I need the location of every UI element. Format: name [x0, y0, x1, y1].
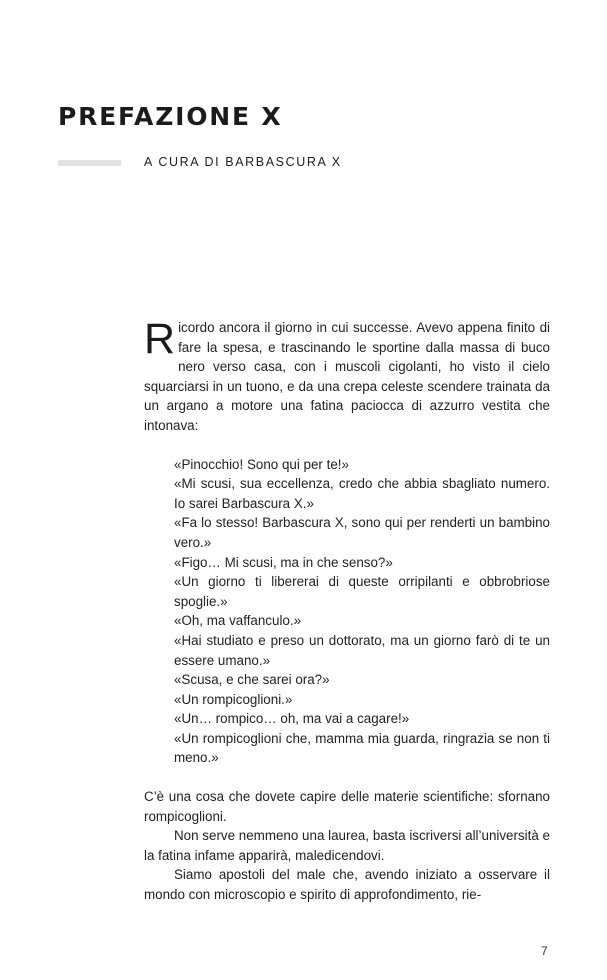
- body-text: [144, 315, 550, 905]
- dialogue-line: «Figo… Mi scusi, ma in che senso?»: [174, 554, 393, 570]
- closing-paragraph: Non serve nemmeno una laurea, basta iscriversi all’università e la fatina infame apparirà, maledicendovi.: [144, 828, 550, 863]
- dialogue-line: «Scusa, e che sarei ora?»: [174, 672, 330, 688]
- dialogue-line: «Un rompicoglioni.»: [174, 691, 293, 707]
- chapter-subtitle: A CURA DI BARBASCURA X: [144, 155, 342, 169]
- decorative-rule: [58, 160, 121, 166]
- first-paragraph-text: icordo ancora il giorno in cui successe. Avevo appena finito di fare la spesa, e trascinando le sportine dalla massa di buco nero verso casa, con i muscoli cigolanti, ho visto il cielo squarciarsi in un tuono, e da una crepa celeste scendere trainata da un argano a motore una fatina paciocca di azzurro vestita che intonava:: [144, 320, 550, 433]
- dialogue-line: «Hai studiato e preso un dottorato, ma un giorno farò di te un essere umano.»: [174, 632, 550, 668]
- dialogue-line: «Un giorno ti libererai di queste orripilanti e obbrobriose spoglie.»: [174, 574, 550, 609]
- dialogue-line: «Fa lo stesso! Barbascura X, sono qui per renderti un bambino vero.»: [174, 515, 550, 550]
- dialogue-line: «Pinocchio! Sono qui per te!»: [174, 456, 349, 472]
- dialogue-line: «Mi scusi, sua eccellenza, credo che abbia sbagliato numero. Io sarei Barbascura X.»: [174, 476, 550, 511]
- drop-cap: R: [144, 315, 176, 363]
- closing-paragraph: Siamo apostoli del male che, avendo iniziato a osservare il mondo con microscopio e spirito di approfondimento, rie-: [144, 867, 550, 903]
- first-paragraph: [144, 315, 550, 436]
- page-number: 7: [541, 944, 548, 958]
- closing-paragraph: C’è una cosa che dovete capire delle materie scientifiche: sfornano rompicoglioni.: [144, 789, 550, 824]
- dialogue-line: «Un rompicoglioni che, mamma mia guarda, ringrazia se non ti meno.»: [174, 730, 550, 766]
- dialogue-line: «Oh, ma vaffanculo.»: [174, 613, 302, 629]
- dialogue-block: [174, 455, 550, 769]
- chapter-title: PREFAZIONE X: [58, 102, 283, 131]
- dialogue-line: «Un… rompico… oh, ma vai a cagare!»: [174, 711, 410, 727]
